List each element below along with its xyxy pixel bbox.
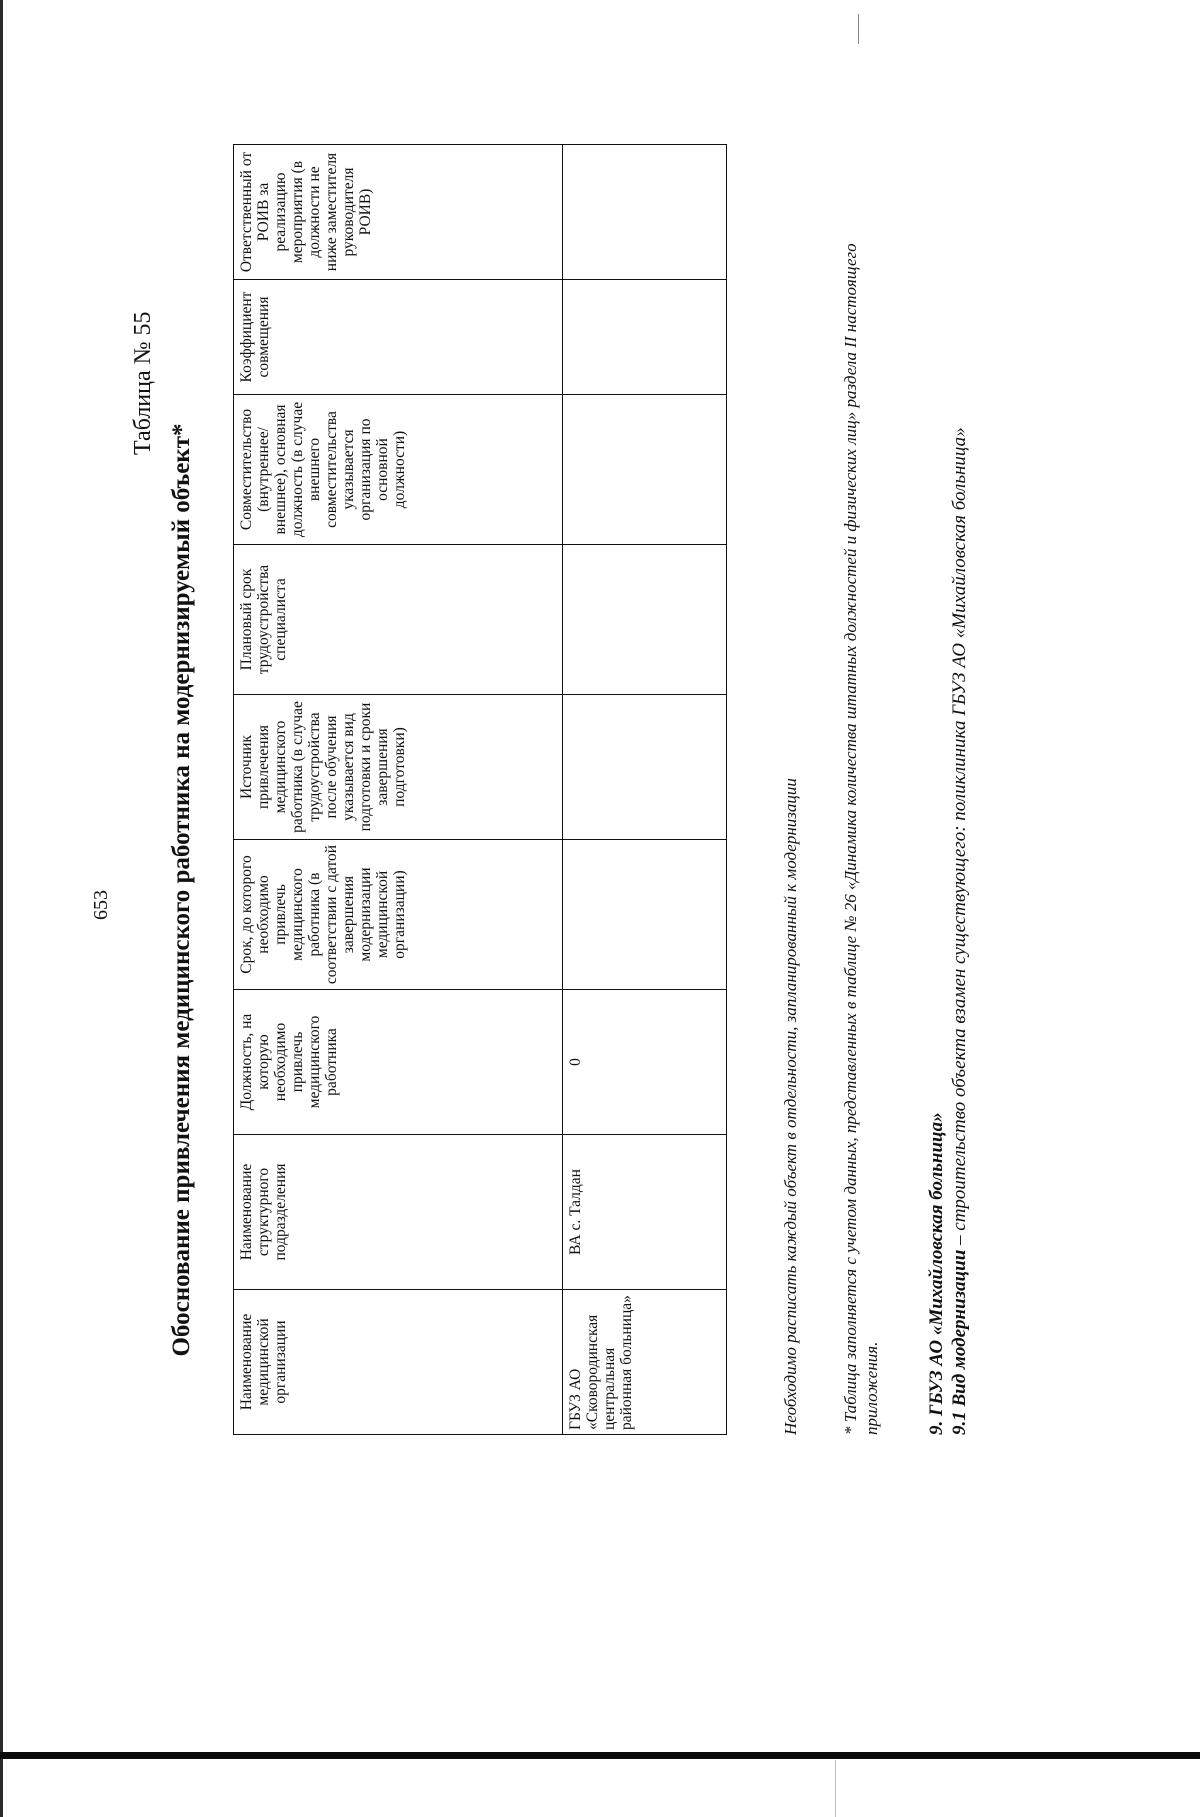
- cell-combination: [563, 395, 727, 545]
- page-number: 653: [90, 890, 112, 920]
- header-deadline: Срок, до которого необходимо привлечь медицинского работника (в соответствии с датой завершения модернизации медицинской организации): [234, 840, 563, 990]
- header-planned-date: Плановый срок трудоустройства специалиста: [234, 545, 563, 695]
- section-subheading: [948, 185, 972, 1435]
- header-combination: Совместительство (внутреннее/ внешнее), основная должность (в случае внешнего совместительства указывается организация по основной должности): [234, 395, 563, 545]
- table-number: Таблица № 55: [130, 311, 156, 455]
- cell-source: [563, 695, 727, 840]
- header-coefficient: Коэффициент совмещения: [234, 280, 563, 395]
- scan-artifact: [835, 1760, 836, 1817]
- scan-artifact: [858, 14, 859, 44]
- header-responsible: Ответственный от РОИВ за реализацию мероприятия (в должности не ниже заместителя руководителя РОИВ): [234, 145, 563, 280]
- cell-position: 0: [563, 990, 727, 1135]
- justification-table: [233, 144, 727, 1435]
- scan-edge: [0, 0, 3, 1817]
- cell-subdivision: ВА с. Талдан: [563, 1135, 727, 1290]
- table-row: [563, 145, 727, 1435]
- table-header-row: [234, 145, 563, 1435]
- cell-deadline: [563, 840, 727, 990]
- header-subdivision: Наименование структурного подразделения: [234, 1135, 563, 1290]
- cell-planned-date: [563, 545, 727, 695]
- cell-coefficient: [563, 280, 727, 395]
- header-position: Должность, на которую необходимо привлечь медицинского работника: [234, 990, 563, 1135]
- table-title: Обоснование привлечения медицинского работника на модернизируемый объект*: [168, 423, 195, 1357]
- cell-organization: ГБУЗ АО «Сковородинская центральная районная больница»: [563, 1290, 727, 1435]
- rotated-page-content: [90, 151, 970, 1610]
- header-source: Источник привлечения медицинского работника (в случае трудоустройства после обучения указывается вид подготовки и сроки завершения подготовки): [234, 695, 563, 840]
- section-heading: 9. ГБУЗ АО «Михайловская больница»: [926, 1112, 947, 1435]
- cell-responsible: [563, 145, 727, 280]
- scan-bottom-bar: [0, 1752, 1200, 1759]
- subheading-label: 9.1 Вид модернизации: [949, 1249, 970, 1435]
- note-each-object: Необходимо расписать каждый объект в отдельности, запланированный к модернизации: [781, 778, 800, 1435]
- subheading-text: – строительство объекта взамен существующего: поликлиника ГБУЗ АО «Михайловская больница»: [949, 427, 970, 1250]
- note-footnote: * Таблица заполняется с учетом данных, представленных в таблице № 26 «Динамика количества штатных должностей и физических лиц» раздела II настоящего приложения.: [841, 243, 882, 1435]
- header-organization: Наименование медицинской организации: [234, 1290, 563, 1435]
